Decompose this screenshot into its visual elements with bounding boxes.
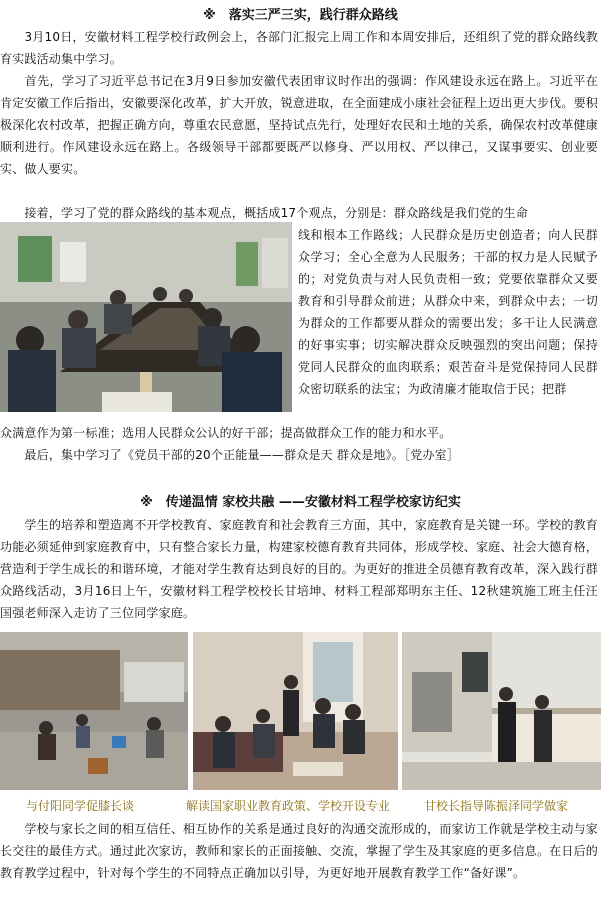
home-visit-photo-3-image (402, 632, 601, 790)
home-visit-photo-1-image (0, 632, 188, 790)
meeting-photo-image (0, 222, 292, 412)
caption-photo-3: 甘校长指导陈振泽同学做家 (424, 799, 569, 813)
home-visit-photo-3 (402, 632, 601, 790)
section1-para3-top: 接着，学习了党的群众路线的基本观点，概括成17个观点，分别是：群众路线是我们党的生命 (0, 206, 529, 220)
section1-para3-rest: 众满意作为第一标准；选用人民群众公认的好干部；提高做群众工作的能力和水平。 (0, 426, 452, 440)
section1-para2: 首先，学习了习近平总书记在3月9日参加安徽代表团审议时作出的强调：作风建设永远在路上。习近平在肯定安徽工作后指出，安徽要深化改革，扩大开放，锐意进取，在全面建成小康社会征程上迈出更大步伐。要积极深化农村改革，把握正确方向，尊重农民意愿，坚持试点先行，处理好农民和土地的关系，确保农村改革健康顺利进行。作风建设永远在路上。各级领导干部都要既严以修身、严以用权、严以律己，又谋事要实、创业要实、做人要实。 (0, 74, 598, 176)
caption-photo-2: 解读国家职业教育政策、学校开设专业 (186, 799, 391, 813)
section1-para3-side: 线和根本工作路线；人民群众是历史创造者；向人民群众学习；全心全意为人民服务；干部的权力是人民赋予的；对党负责与对人民负责相一致；党要依靠群众又要教育和引导群众前进；从群众中来，到群众中去；一切为群众的工作都要从群众的需要出发；多干让人民满意的好事实事；切实解决群众反映强烈的突出问题；保持党同人民群众的血肉联系；艰苦奋斗是党保持同人民群众密切联系的法宝；为政清廉才能取信于民；把群 (298, 228, 598, 396)
section2-heading: ※ 传递温情 家校共融 ——安徽材料工程学校家访纪实 (140, 495, 461, 510)
section2-para2: 学校与家长之间的相互信任、相互协作的关系是通过良好的沟通交流形成的，而家访工作就是学校主动与家长交往的最佳方式。通过此次家访，教师和家长的正面接触、交流，掌握了学生及其家庭的更多信息。在日后的教育教学过程中，针对每个学生的不同特点正确加以引导，为更好地开展教育教学工作“备好课”。 (0, 822, 598, 880)
section2-para1: 学生的培养和塑造离不开学校教育、家庭教育和社会教育三方面，其中，家庭教育是关键一环。学校的教育功能必须延伸到家庭教育中，只有整合家长力量，构建家校德育教育共同体，形成学校、家庭、社会大德育格，营造利于学生成长的和谐环境，才能对学生教育达到良好的目的。为更好的推进全员德育教育改革，深入践行群众路线活动，3月16日上午，安徽材料工程学校校长甘培坤、材料工程部郑明东主任、12秋建筑施工班主任汪国强老师深入走访了三位同学家庭。 (0, 518, 598, 620)
home-visit-photo-2 (193, 632, 398, 790)
home-visit-photo-2-image (193, 632, 398, 790)
home-visit-photo-1 (0, 632, 188, 790)
meeting-photo (0, 222, 292, 412)
section1-para1: 3月10日，安徽材料工程学校行政例会上，各部门汇报完上周工作和本周安排后，还组织了党的群众路线教育实践活动集中学习。 (0, 30, 598, 66)
section1-para4: 最后，集中学习了《党员干部的20个正能量——群众是天 群众是地》。［党办室］ (0, 448, 460, 462)
caption-photo-1: 与付阳同学促膝长谈 (26, 799, 135, 813)
section1-heading: ※ 落实三严三实，践行群众路线 (203, 8, 398, 23)
